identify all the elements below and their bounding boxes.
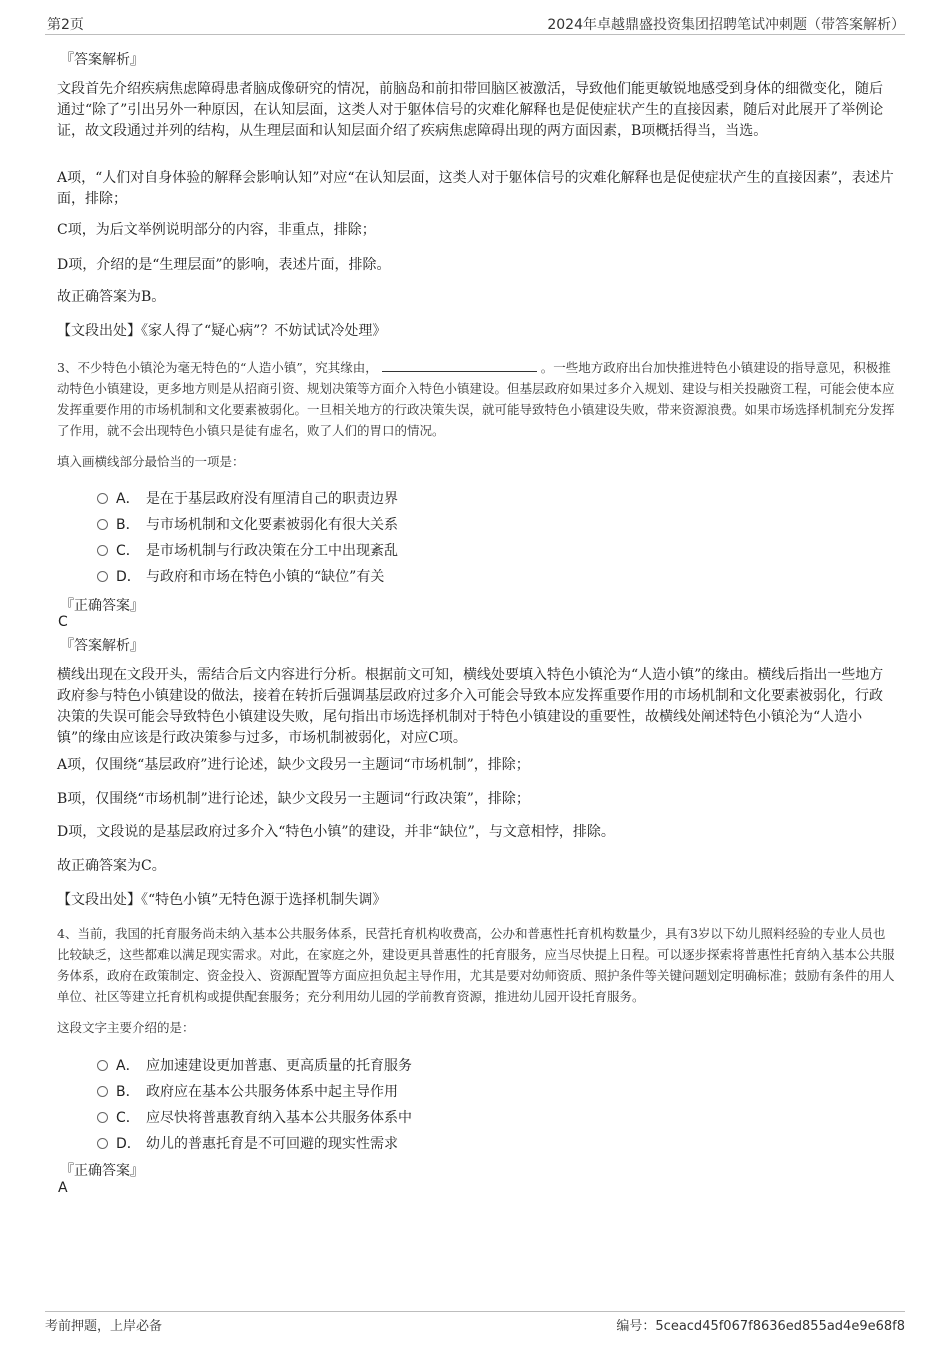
- source: [57, 321, 895, 342]
- option-letter: A．: [116, 491, 140, 507]
- q3-option-a[interactable]: [97, 488, 398, 508]
- option-letter: C．: [116, 543, 140, 559]
- option-text: 是在于基层政府没有厘清自己的职责边界: [146, 491, 398, 507]
- option-letter: A．: [116, 1058, 140, 1074]
- source-text: 【文段出处】《家人得了“疑心病”？不妨试试冷处理》: [57, 323, 387, 339]
- question-3-text: [57, 357, 895, 441]
- radio-icon[interactable]: [97, 493, 108, 504]
- option-letter: C．: [116, 1110, 140, 1126]
- option-letter: D．: [116, 569, 141, 585]
- q3-conclusion-text: 故正确答案为C。: [57, 858, 166, 874]
- analysis-option-d: [57, 255, 895, 276]
- q3-analysis-b: [57, 789, 895, 810]
- code-value: 5ceacd45f067f8636ed855ad4e9e68f8: [655, 1319, 905, 1334]
- option-text: 幼儿的普惠托育是不可回避的现实性需求: [146, 1136, 398, 1152]
- option-text: 政府应在基本公共服务体系中起主导作用: [146, 1084, 398, 1100]
- analysis-option-d-text: D项，介绍的是“生理层面”的影响，表述片面，排除。: [57, 257, 391, 273]
- q4-answer-label: 『正确答案』: [60, 1163, 144, 1179]
- q3-answer-label: 『正确答案』: [60, 598, 144, 614]
- question-4-stem: [57, 923, 895, 1007]
- radio-icon[interactable]: [97, 1086, 108, 1097]
- document-title: 2024年卓越鼎盛投资集团招聘笔试冲刺题（带答案解析）: [547, 17, 905, 33]
- radio-icon[interactable]: [97, 1060, 108, 1071]
- q4-option-b[interactable]: [97, 1081, 398, 1101]
- option-letter: D．: [116, 1136, 141, 1152]
- q3-option-d[interactable]: [97, 566, 384, 586]
- q3-analysis-a: [57, 755, 895, 776]
- q4-option-d[interactable]: [97, 1133, 398, 1153]
- question-4-prompt: [57, 1017, 895, 1038]
- radio-icon[interactable]: [97, 571, 108, 582]
- radio-icon[interactable]: [97, 1138, 108, 1149]
- q3-source: [57, 890, 895, 911]
- q4-option-c[interactable]: [97, 1107, 412, 1127]
- analysis-option-a-text: A项，“人们对自身体验的解释会影响认知”对应“在认知层面，这类人对于躯体信号的灾难化解释也是促使症状产生的直接因素”，表述片面，排除；: [57, 170, 894, 207]
- q4-answer: A: [58, 1180, 68, 1196]
- stem-part-1: 3、不少特色小镇沦为毫无特色的“人造小镇”，究其缘由，: [57, 360, 378, 375]
- question-3-stem: [57, 357, 895, 441]
- q3-source-text: 【文段出处】《“特色小镇”无特色源于选择机制失调》: [57, 892, 387, 908]
- q3-analysis-text: 横线出现在文段开头，需结合后文内容进行分析。根据前文可知，横线处要填入特色小镇沦为“人造小镇”的缘由。横线后指出一些地方政府参与特色小镇建设的做法，接着在转折后强调基层政府过多介入可能会导致本应发挥重要作用的市场机制和文化要素被弱化，行政决策的失误可能会导致特色小镇建设失败，尾句指出市场选择机制对于特色小镇建设的重要性，故横线处阐述特色小镇沦为“人造小镇”的缘由应该是行政决策参与过多，市场机制被弱化，对应C项。: [57, 667, 884, 746]
- footer-code: [616, 1315, 905, 1334]
- conclusion: [57, 287, 895, 308]
- option-letter: B．: [116, 517, 140, 533]
- q3-option-c[interactable]: [97, 540, 398, 560]
- q3-analysis-d-text: D项，文段说的是基层政府过多介入“特色小镇”的建设，并非“缺位”，与文意相悖，排除。: [57, 824, 615, 840]
- code-label: 编号：: [616, 1319, 656, 1334]
- option-text: 与政府和市场在特色小镇的“缺位”有关: [146, 569, 385, 585]
- q3-option-b[interactable]: [97, 514, 398, 534]
- page-footer: [45, 1311, 905, 1336]
- option-text: 与市场机制和文化要素被弱化有很大关系: [146, 517, 398, 533]
- stem-part-2: 。一些地方政府出台加快推进特色小镇建设的指导意见，积极推动特色小镇建设，更多地方则是从招商引资、规划决策等方面介入特色小镇建设。但基层政府如果过多介入规划、建设与相关投融资工程，可能会使本应发挥重要作用的市场机制和文化要素被弱化。一旦相关地方的行政决策失误，就可能导致特色小镇建设失败，带来资源浪费。如果市场选择机制充分发挥了作用，就不会出现特色小镇只是徒有虚名，败了人们的胃口的情况。: [57, 360, 895, 438]
- q3-conclusion: [57, 856, 895, 877]
- option-text: 应加速建设更加普惠、更高质量的托育服务: [146, 1058, 412, 1074]
- page-header: [45, 12, 905, 35]
- analysis-option-c: [57, 220, 895, 241]
- q3-analysis-b-text: B项，仅围绕“市场机制”进行论述，缺少文段另一主题词“行政决策”，排除；: [57, 791, 530, 807]
- q3-analysis-paragraph: [57, 665, 895, 749]
- option-letter: B．: [116, 1084, 140, 1100]
- q3-analysis-d: [57, 822, 895, 843]
- q3-analysis-label: 『答案解析』: [60, 638, 144, 654]
- option-text: 是市场机制与行政决策在分工中出现紊乱: [146, 543, 398, 559]
- q3-answer: C: [58, 614, 68, 630]
- analysis-paragraph: [57, 79, 895, 142]
- radio-icon[interactable]: [97, 1112, 108, 1123]
- analysis-text: 文段首先介绍疾病焦虑障碍患者脑成像研究的情况，前脑岛和前扣带回脑区被激活，导致他们能更敏锐地感受到身体的细微变化，随后通过“除了”引出另外一种原因，在认知层面，这类人对于躯体信号的灾难化解释也是促使症状产生的直接因素，随后对此展开了举例论证，故文段通过并列的结构，从生理层面和认知层面介绍了疾病焦虑障碍出现的两方面因素，B项概括得当，当选。: [57, 81, 884, 139]
- question-3-prompt: [57, 451, 895, 472]
- conclusion-text: 故正确答案为B。: [57, 289, 166, 305]
- option-text: 应尽快将普惠教育纳入基本公共服务体系中: [146, 1110, 412, 1126]
- question-4-prompt-text: 这段文字主要介绍的是：: [57, 1020, 195, 1035]
- analysis-label: 『答案解析』: [60, 52, 144, 68]
- question-4-text: 4、当前，我国的托育服务尚未纳入基本公共服务体系，民营托育机构收费高，公办和普惠性托育机构数量少，具有3岁以下幼儿照料经验的专业人员也比较缺乏，这些都难以满足现实需求。对此，在家庭之外，建设更具普惠性的托育服务，应当尽快提上日程。可以逐步探索将普惠性托育纳入基本公共服务体系，政府在政策制定、资金投入、资源配置等方面应担负起主导作用，尤其是要对幼师资质、照护条件等关键问题划定明确标准；鼓励有条件的用人单位、社区等建立托育机构或提供配套服务；充分利用幼儿园的学前教育资源，推进幼儿园开设托育服务。: [57, 926, 895, 1004]
- answer-blank: [382, 359, 537, 372]
- analysis-option-c-text: C项，为后文举例说明部分的内容，非重点，排除；: [57, 222, 376, 238]
- footer-slogan: 考前押题，上岸必备: [45, 1319, 163, 1334]
- q4-option-a[interactable]: [97, 1055, 412, 1075]
- radio-icon[interactable]: [97, 519, 108, 530]
- question-3-prompt-text: 填入画横线部分最恰当的一项是：: [57, 454, 245, 469]
- analysis-option-a: [57, 168, 895, 210]
- page-number: 第2页: [47, 17, 84, 33]
- q3-analysis-a-text: A项，仅围绕“基层政府”进行论述，缺少文段另一主题词“市场机制”，排除；: [57, 757, 530, 773]
- radio-icon[interactable]: [97, 545, 108, 556]
